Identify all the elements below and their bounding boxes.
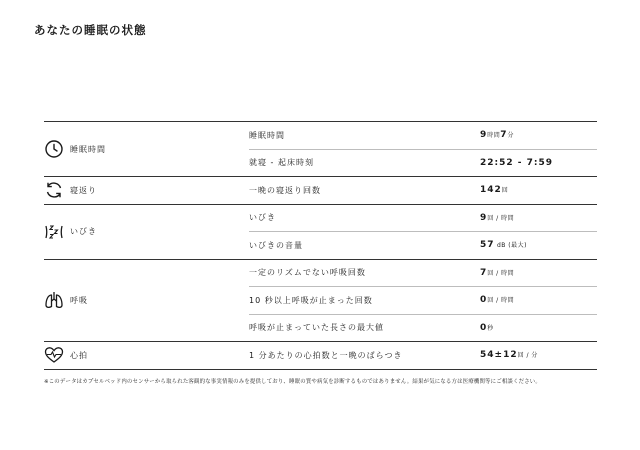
category-cell <box>44 122 249 177</box>
table-row <box>44 177 597 205</box>
lungs-icon <box>44 290 64 310</box>
value-unit: 分 <box>507 132 515 140</box>
metric-value <box>480 149 597 177</box>
value-unit: 回 / 時間 <box>487 297 515 305</box>
value-number: 7 <box>500 130 508 141</box>
value-number: 57 <box>480 240 495 251</box>
metric-label: 一定のリズムでない呼吸回数 <box>249 259 480 287</box>
metric-value <box>480 259 597 287</box>
category-label: 睡眠時間 <box>70 144 106 154</box>
value-unit: 回 / 分 <box>517 352 538 360</box>
value-unit: 時間 <box>487 132 501 140</box>
metric-label: 1 分あたりの心拍数と一晩のばらつき <box>249 342 480 370</box>
value-unit: 回 / 時間 <box>487 269 515 277</box>
category-label: 心拍 <box>70 350 88 360</box>
metric-label: 就寝 - 起床時刻 <box>249 149 480 177</box>
metric-label: 睡眠時間 <box>249 122 480 150</box>
category-cell <box>44 204 249 259</box>
category-label: いびき <box>70 227 97 236</box>
metric-label: 10 秒以上呼吸が止まった回数 <box>249 287 480 315</box>
metric-value <box>480 177 597 205</box>
value-unit: 回 <box>501 187 509 195</box>
metric-value <box>480 287 597 315</box>
value-number: 54±12 <box>480 350 518 361</box>
category-label: 寝返り <box>70 185 97 195</box>
value-unit: 回 / 時間 <box>487 214 515 222</box>
value-number: 7 <box>480 267 488 278</box>
value-number: 0 <box>480 322 488 333</box>
metric-label: 一晩の寝返り回数 <box>249 177 480 205</box>
metric-label: いびきの音量 <box>249 232 480 260</box>
rotate-arrows-icon <box>44 180 64 200</box>
page-title: あなたの睡眠の状態 <box>34 23 147 37</box>
table-row <box>44 259 597 287</box>
metric-value <box>480 314 597 342</box>
category-cell <box>44 259 249 342</box>
value-unit: 秒 <box>487 324 494 332</box>
value-number: 9 <box>480 130 488 141</box>
table-row <box>44 342 597 370</box>
metric-value <box>480 342 597 370</box>
sleep-summary-table <box>44 121 597 370</box>
category-cell <box>44 342 249 370</box>
table-row <box>44 122 597 150</box>
snore-zzz-icon <box>44 222 64 242</box>
footnote: ※このデータはカプセルベッド内のセンサーから取られた客観的な事実情報のみを提供しており、睡眠の質や病気を診断するものではありません。結果が気になる方は医療機関等にご相談ください。 <box>44 379 541 385</box>
metric-value <box>480 122 597 150</box>
metric-value <box>480 232 597 260</box>
category-cell <box>44 177 249 205</box>
value-number: 0 <box>480 295 488 306</box>
metric-label: いびき <box>249 204 480 232</box>
table-row <box>44 204 597 232</box>
metric-label: 呼吸が止まっていた長さの最大値 <box>249 314 480 342</box>
metric-value <box>480 204 597 232</box>
value-number: 9 <box>480 212 488 223</box>
value-number: 142 <box>480 185 502 196</box>
value-number: 22:52 - 7:59 <box>480 157 554 168</box>
value-unit: dB (最大) <box>494 242 527 250</box>
category-label: 呼吸 <box>70 295 88 305</box>
heart-pulse-icon <box>44 345 64 365</box>
clock-icon <box>44 139 64 159</box>
